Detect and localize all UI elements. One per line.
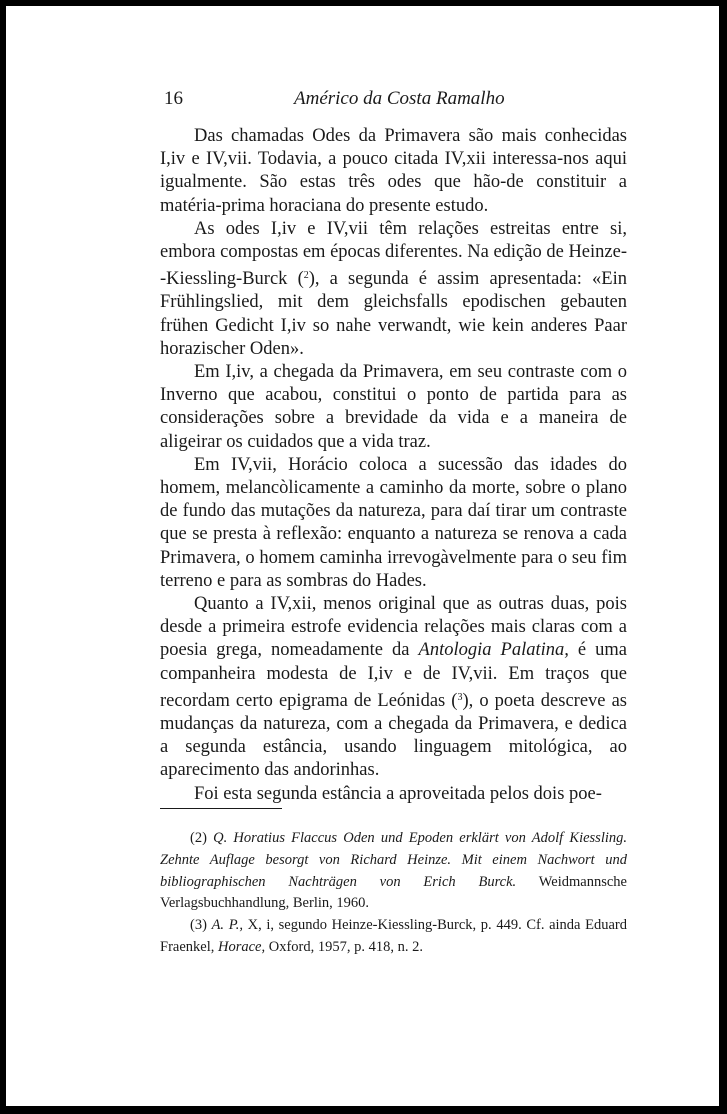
- footnote-ref: 2: [303, 270, 309, 282]
- footnote-mark: (3): [190, 917, 207, 934]
- footnote-rule: [160, 808, 282, 809]
- main-text: [160, 125, 627, 806]
- paragraph-text: Em IV,vii, Horácio coloca a sucessão das idades do homem, melancòlicamente a caminho da morte, sobre o plano de fundo das mutações da natureza, para daí tirar um contraste que se presta à reflexão: enquanto a natureza se renova a cada Primavera, o homem caminha irrevogàvelmente para o seu fim terreno e para as sombras do Hades.: [160, 454, 627, 591]
- paragraph-text: Das chamadas Odes da Primavera são mais conhecidas I,iv e IV,vii. Todavia, a pouco citada IV,xii interessa-nos aqui igualmente. São estas três odes que hão-de constituir a matéria-prima horaciana do presente estudo.: [160, 126, 627, 216]
- footnotes: [160, 828, 627, 959]
- paragraph-text: As odes I,iv e IV,vii têm relações estreitas entre si, embora compostas em épocas diferentes. Na edição de Heinze--Kiessling-Burck (: [160, 218, 627, 290]
- footnote-italic: Q. Horatius Flaccus Oden und Epoden erklärt von Adolf Kiessling. Zehnte Auflage besorgt von Richard Heinze. Mit einem Nachwort und bibliographischen Nachträgen von Erich Burck.: [160, 830, 628, 890]
- paragraph: [160, 454, 627, 593]
- paragraph-text: Quanto a IV,xii, menos original que as outras duas, pois desde a primeira estrofe evidencia relações mais claras com a poesia grega, nomeadamente da: [160, 594, 627, 661]
- paragraph-text: é uma companheira modesta de I,iv e de IV,vii. Em traços que recordam certo epigrama de Leónidas (: [160, 640, 627, 711]
- footnote: [160, 828, 627, 915]
- paragraph-text: Em I,iv, a chegada da Primavera, em seu contraste com o Inverno que acabou, constitui o ponto de partida para as considerações sobre a brevidade da vida e a maneira de aligeirar os cuidados que a vida traz.: [160, 362, 627, 452]
- footnote-italic: A. P.,: [211, 917, 243, 934]
- footnote-ref: 3: [457, 691, 463, 703]
- paragraph: [160, 783, 627, 806]
- paragraph-text: Foi esta segunda estância a aproveitada pelos dois poe-: [194, 783, 602, 804]
- footnote-text: X, i, segundo Heinze-Kiessling-Burck, p. 449. Cf. ainda Eduard Fraenkel,: [160, 917, 628, 955]
- paragraph-text: ), o poeta descreve as mudanças da natureza, com a chegada da Primavera, e dedica a segunda estância, usando linguagem mitológica, ao aparecimento das andorinhas.: [160, 690, 627, 781]
- paragraph: [160, 593, 627, 783]
- italic-title: Antologia Palatina,: [418, 640, 569, 661]
- running-head: Américo da Costa Ramalho: [294, 88, 505, 109]
- footnote-text: Oxford, 1957, p. 418, n. 2.: [265, 938, 423, 955]
- page-number: 16: [164, 88, 183, 109]
- paragraph: [160, 361, 627, 454]
- footnote: [160, 915, 627, 959]
- footnote-text: Weidmannsche Verlagsbuchhandlung, Berlin, 1960.: [160, 873, 627, 912]
- paragraph: [160, 218, 627, 361]
- footnote-mark: (2): [190, 830, 207, 846]
- footnote-italic: Horace,: [217, 938, 266, 955]
- paragraph: [160, 125, 627, 218]
- paragraph-text: ), a segunda é assim apresentada: «Ein Frühlingslied, mit dem gleichsfalls epodischen gebauten frühen Gedicht I,iv so nahe verwandt, wie kein anderes Paar horazischer Oden».: [160, 269, 627, 359]
- page-header: [160, 84, 630, 114]
